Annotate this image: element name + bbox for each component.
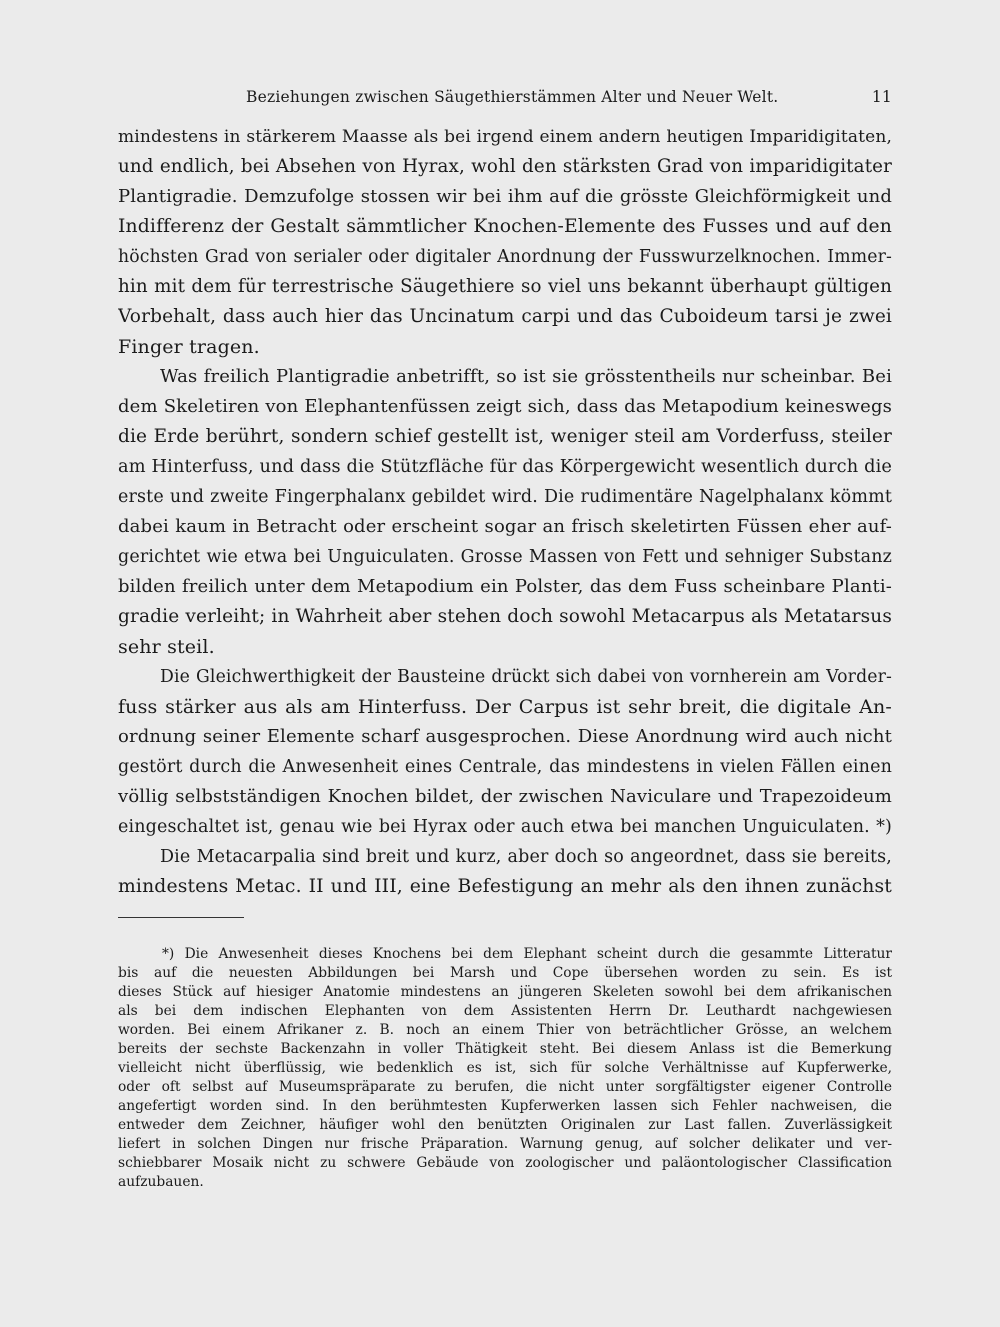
body-line: dem Skeletiren von Elephantenfüssen zeigt sich, dass das Metapodium keineswegs <box>118 396 892 417</box>
footnote-line: als bei dem indischen Elephanten von dem Assistenten Herrn Dr. Leuthardt nachgewiesen <box>118 1003 892 1019</box>
body-line: am Hinterfuss, und dass die Stützfläche für das Körpergewicht wesentlich durch die <box>118 457 892 477</box>
body-line: gestört durch die Anwesenheit eines Centrale, das mindestens in vielen Fällen einen <box>118 757 892 777</box>
footnote-line: oder oft selbst auf Museumspräparate zu berufen, die nicht unter sorgfältigster eigener Controlle <box>118 1079 892 1095</box>
paragraph-start: Die Metacarpalia sind breit und kurz, aber doch so angeordnet, dass sie bereits, <box>160 847 892 867</box>
body-line: gradie verleiht; in Wahrheit aber stehen doch sowohl Metacarpus als Metatarsus <box>118 606 892 627</box>
body-line: dabei kaum in Betracht oder erscheint sogar an frisch skeletirten Füssen eher auf- <box>118 516 892 537</box>
footnote-line: schiebbarer Mosaik nicht zu schwere Gebäude von zoologischer und paläontologischer Classification <box>118 1155 892 1171</box>
paragraph-start: Die Gleichwerthigkeit der Bausteine drückt sich dabei von vornherein am Vorder- <box>160 667 892 687</box>
body-line: sehr steil. <box>118 636 215 658</box>
body-line: bilden freilich unter dem Metapodium ein Polster, das dem Fuss scheinbare Planti- <box>118 576 892 597</box>
body-line: mindestens in stärkerem Maasse als bei irgend einem andern heutigen Imparidigitaten, <box>118 127 892 147</box>
body-line: völlig selbstständigen Knochen bildet, der zwischen Naviculare und Trapezoideum <box>118 786 892 807</box>
footnote-separator <box>118 917 244 918</box>
page-number: 11 <box>871 88 892 106</box>
footnote-line: aufzubauen. <box>118 1174 204 1190</box>
body-line: hin mit dem für terrestrische Säugethiere so viel uns bekannt überhaupt gültigen <box>118 276 892 297</box>
body-line: gerichtet wie etwa bei Unguiculaten. Grosse Massen von Fett und sehniger Substanz <box>118 547 892 567</box>
body-line: fuss stärker aus als am Hinterfuss. Der Carpus ist sehr breit, die digitale An- <box>118 696 892 718</box>
body-line: eingeschaltet ist, genau wie bei Hyrax oder auch etwa bei manchen Unguiculaten. *) <box>118 817 892 837</box>
body-line: höchsten Grad von serialer oder digitaler Anordnung der Fusswurzelknochen. Immer- <box>118 247 892 267</box>
body-line: die Erde berührt, sondern schief gestellt ist, weniger steil am Vorderfuss, steiler <box>118 426 892 447</box>
body-line: Plantigradie. Demzufolge stossen wir bei ihm auf die grösste Gleichförmigkeit und <box>118 186 892 207</box>
footnote-line: angefertigt worden sind. In den berühmtesten Kupferwerken lassen sich Fehler nachweisen, die <box>118 1098 892 1114</box>
footnote-line: dieses Stück auf hiesiger Anatomie mindestens an jüngeren Skeleten sowohl bei dem afrikanischen <box>118 984 892 1000</box>
footnote-line: bereits der sechste Backenzahn in voller Thätigkeit steht. Bei diesem Anlass ist die Bemerkung <box>118 1041 892 1057</box>
body-line: und endlich, bei Absehen von Hyrax, wohl den stärksten Grad von imparidigitater <box>118 156 892 177</box>
body-line: erste und zweite Fingerphalanx gebildet wird. Die rudimentäre Nagelphalanx kömmt <box>118 487 892 507</box>
running-title: Beziehungen zwischen Säugethierstämmen Alter und Neuer Welt. <box>246 88 779 106</box>
body-text <box>118 122 892 902</box>
body-line: Vorbehalt, dass auch hier das Uncinatum carpi und das Cuboideum tarsi je zwei <box>118 306 892 327</box>
paragraph-start: Was freilich Plantigradie anbetrifft, so ist sie grösstentheils nur scheinbar. Bei <box>160 366 892 387</box>
body-line: Finger tragen. <box>118 336 260 358</box>
footnote <box>118 945 892 1192</box>
footnote-line: *) Die Anwesenheit dieses Knochens bei dem Elephant scheint durch die gesammte Litteratur <box>162 946 892 962</box>
footnote-line: liefert in solchen Dingen nur frische Präparation. Warnung genug, auf solcher delikater und ver- <box>118 1136 892 1152</box>
body-line: Indifferenz der Gestalt sämmtlicher Knochen-Elemente des Fusses und auf den <box>118 216 892 237</box>
body-line: mindestens Metac. II und III, eine Befestigung an mehr als den ihnen zunächst <box>118 876 892 897</box>
footnote-line: worden. Bei einem Afrikaner z. B. noch an einem Thier von beträchtlicher Grösse, an welchem <box>118 1022 892 1038</box>
footnote-line: entweder dem Zeichner, häufiger wohl den benützten Originalen zur Last fallen. Zuverlässigkeit <box>118 1117 892 1133</box>
footnote-line: bis auf die neuesten Abbildungen bei Marsh und Cope übersehen worden zu sein. Es ist <box>118 965 892 981</box>
body-line: ordnung seiner Elemente scharf ausgesprochen. Diese Anordnung wird auch nicht <box>118 726 892 747</box>
footnote-line: vielleicht nicht überflüssig, wie bedenklich es ist, sich für solche Verhältnisse auf Kupferwerke, <box>118 1060 892 1076</box>
